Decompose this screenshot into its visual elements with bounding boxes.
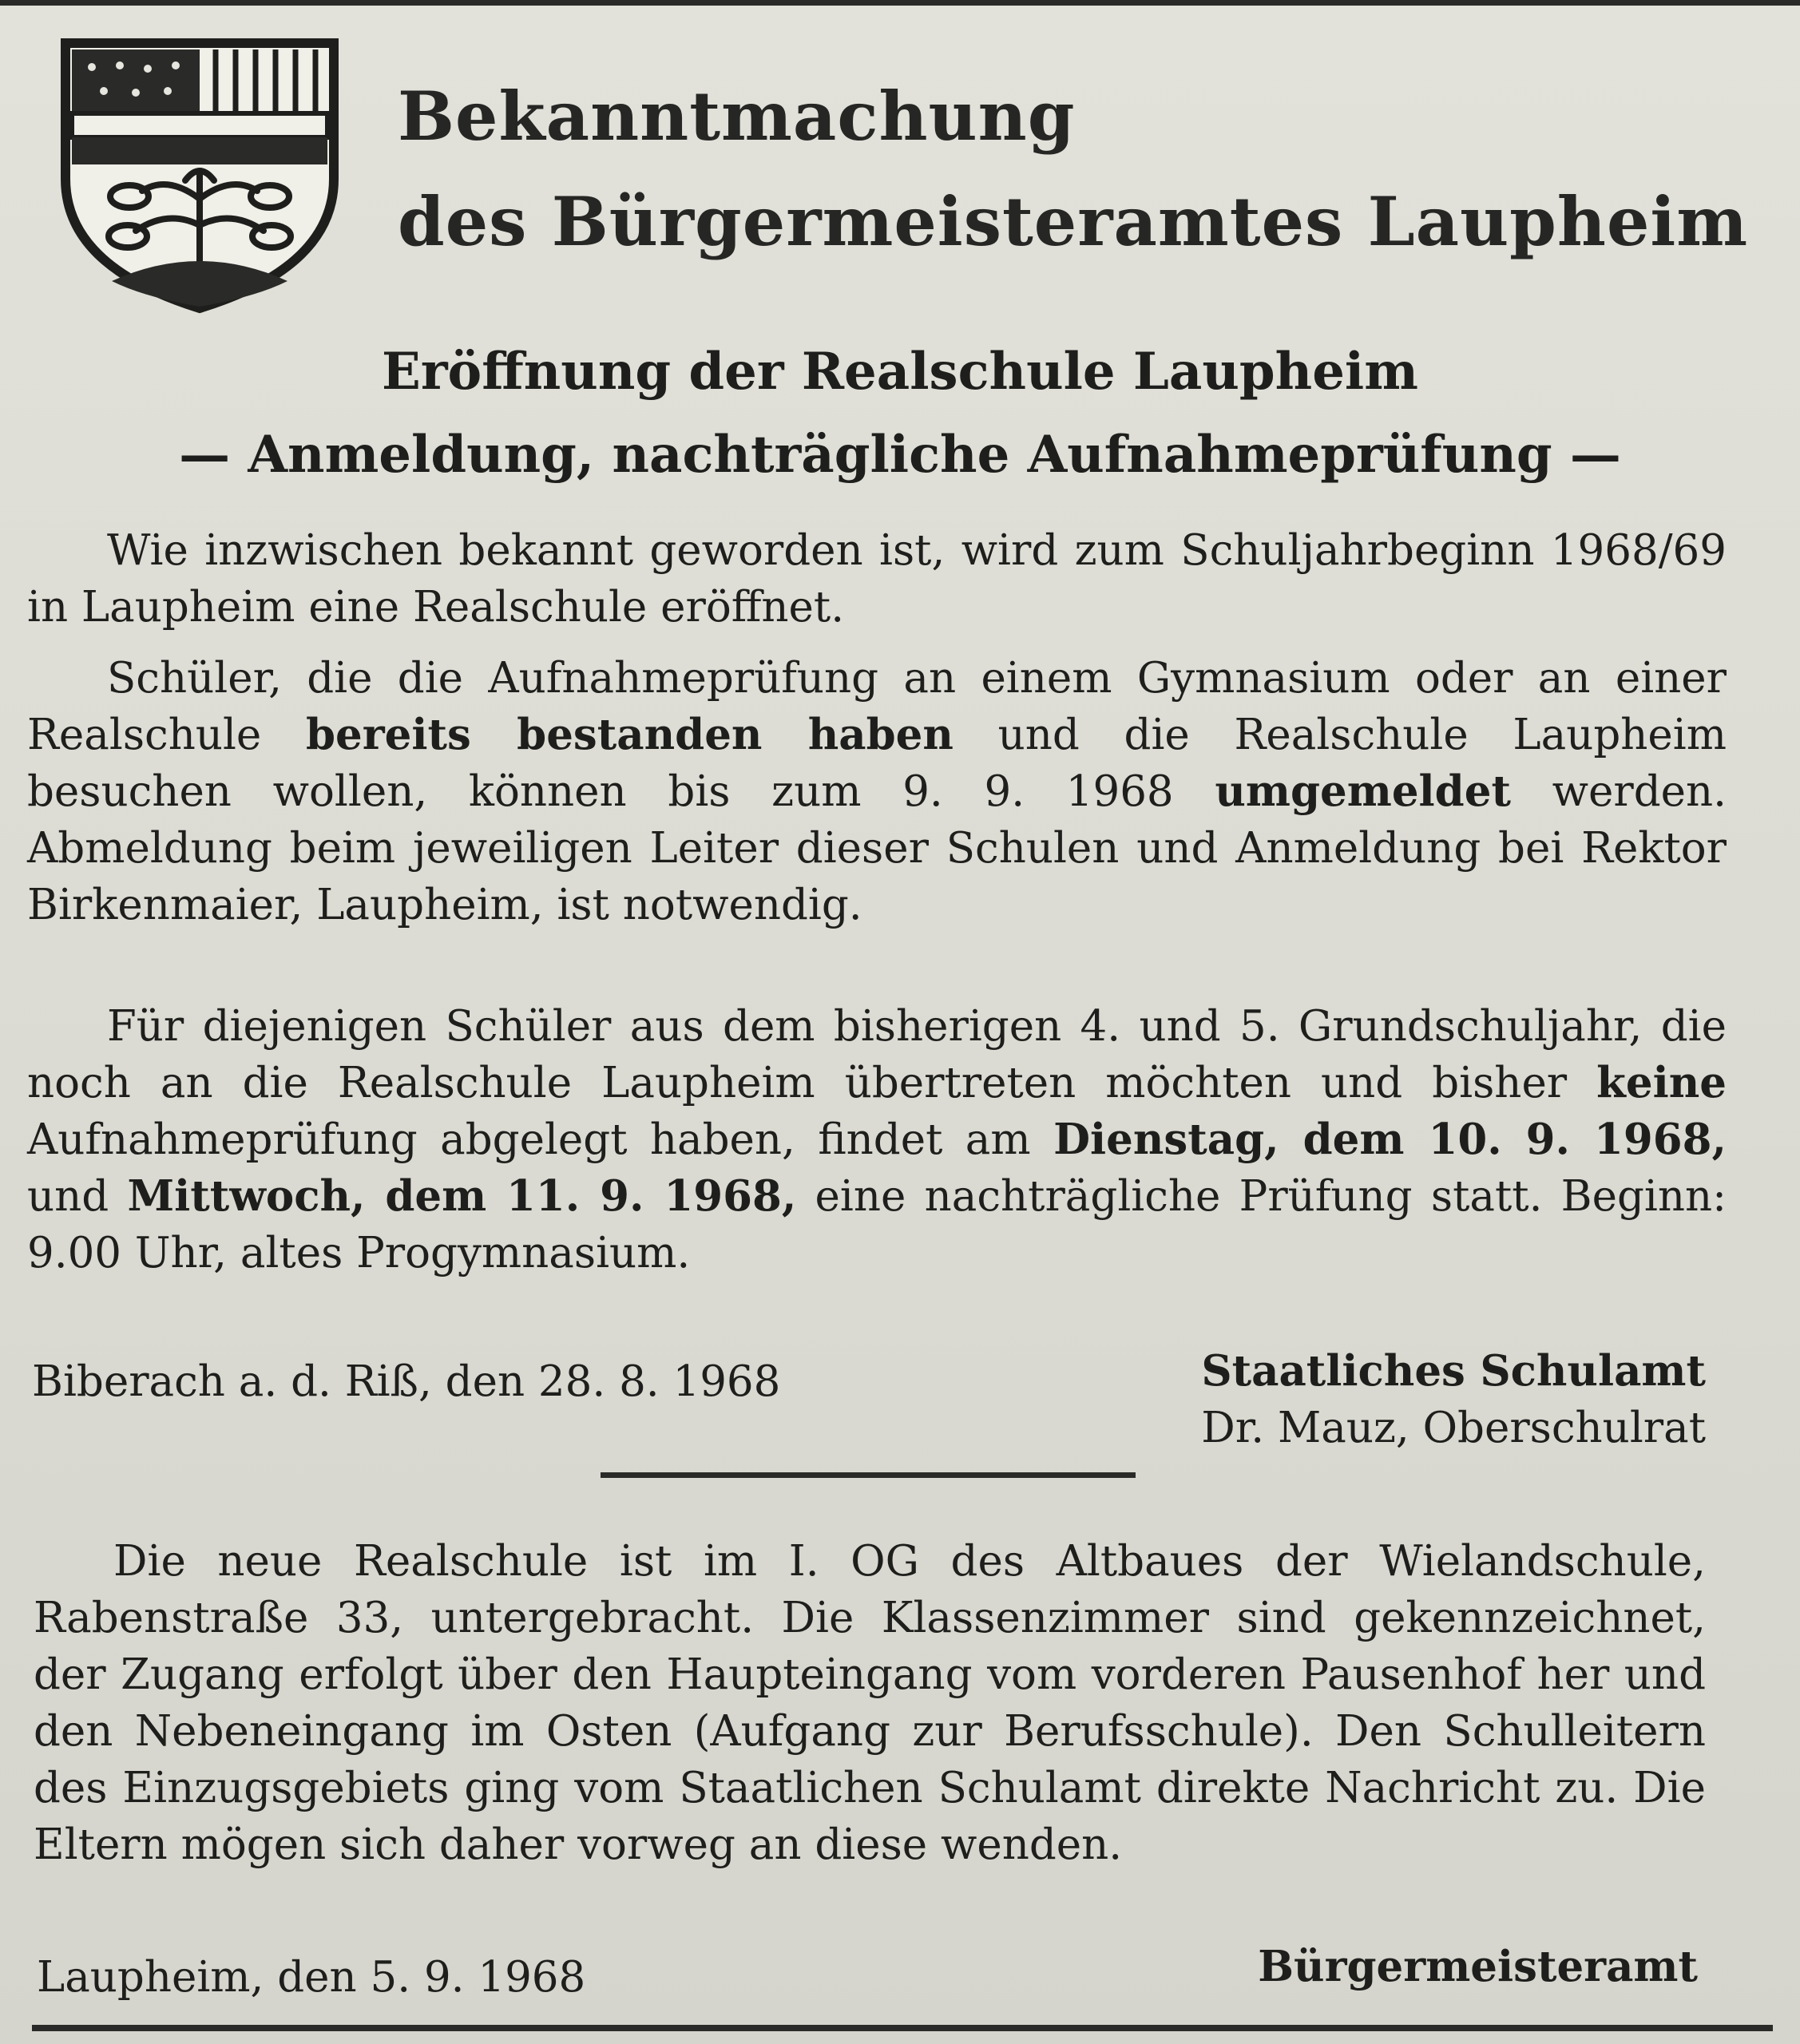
bottom-rule <box>32 2025 1773 2031</box>
paragraph-school-opening: Wie inzwischen bekannt geworden ist, wird zum Schuljahrbeginn 1968/69 in Laupheim eine Realschule eröffnet. <box>27 526 1727 632</box>
signatory-name: Dr. Mauz, Oberschulrat <box>1201 1404 1706 1452</box>
header-title-line1: Bekanntmachung <box>398 77 1076 156</box>
notice-subtitle: — Anmeldung, nachträgliche Aufnahmeprüfung — <box>179 425 1621 485</box>
notice-title: Eröffnung der Realschule Laupheim <box>382 342 1418 402</box>
office-buergermeisteramt: Bürgermeisteramt <box>1258 1942 1698 1991</box>
text-run: Schüler, die die Aufnahmeprüfung an einem Gymnasium oder an einer Realschule <box>27 654 1727 759</box>
section-divider <box>601 1472 1136 1478</box>
text-run: Für diejenigen Schüler aus dem bisherigen 4. und 5. Grundschuljahr, die noch an die Realschule Laupheim übertreten möchten und bisher <box>27 1002 1727 1107</box>
laupheim-coat-of-arms-icon <box>56 27 343 315</box>
header-title-line2: des Bürgermeisteramtes Laupheim <box>398 182 1749 261</box>
emphasis-no-exam: keine <box>1596 1058 1727 1107</box>
top-rule <box>0 0 1800 6</box>
text-run: und die Realschule Laupheim besuchen wollen, können bis zum 9. 9. 1968 <box>27 711 1727 816</box>
emphasis-transferred: umgemeldet <box>1215 766 1511 816</box>
emphasis-date-wednesday: Mittwoch, dem 11. 9. 1968, <box>127 1171 797 1221</box>
office-schulamt: Staatliches Schulamt <box>1201 1346 1706 1396</box>
text-run: und <box>27 1172 128 1221</box>
paragraph-school-location: Die neue Realschule ist im I. OG des Altbaues der Wielandschule, Rabenstraße 33, untergebracht. Die Klassenzimmer sind gekennzeichnet, der Zugang erfolgt über den Haupteingang vom vorderen Pausenhof her und den Nebeneingang im Osten (Aufgang zur Berufsschule). Den Schulleitern des Einzugsgebiets ging vom Staatlichen Schulamt direkte Nachricht zu. Die Eltern mögen sich daher vorweg an diese wenden. <box>34 1537 1706 1869</box>
emphasis-already-passed: bereits bestanden haben <box>305 710 954 759</box>
text-run: Aufnahmeprüfung abgelegt haben, findet am <box>27 1115 1054 1164</box>
paragraph-late-exam <box>27 998 1727 1281</box>
place-date-biberach: Biberach a. d. Riß, den 28. 8. 1968 <box>32 1357 781 1406</box>
text-run: eine nachträgliche Prüfung statt. Beginn: 9.00 Uhr, altes Progymnasium. <box>27 1172 1727 1278</box>
paragraph-transfer-students <box>27 650 1727 933</box>
emphasis-date-tuesday: Dienstag, dem 10. 9. 1968, <box>1053 1115 1727 1164</box>
text-run: werden. Abmeldung beim jeweiligen Leiter dieser Schulen und Anmeldung bei Rektor Birkenmaier, Laupheim, ist notwendig. <box>27 767 1727 929</box>
place-date-laupheim: Laupheim, den 5. 9. 1968 <box>37 1953 586 2002</box>
